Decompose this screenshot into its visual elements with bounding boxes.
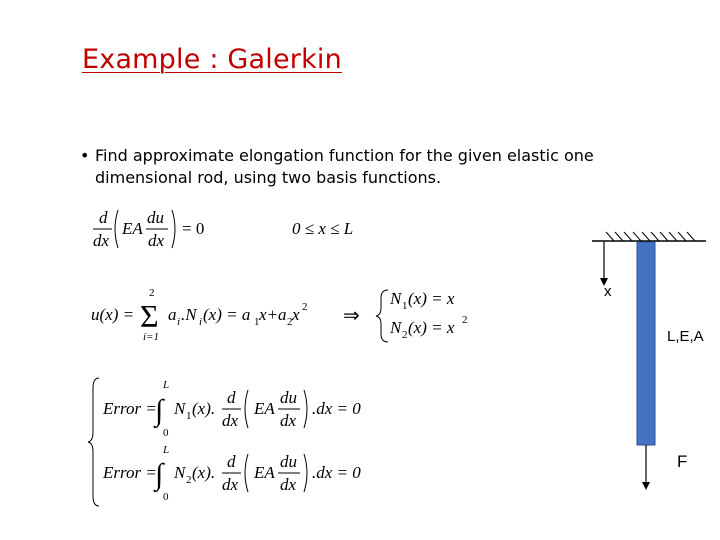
svg-text:2: 2 [462, 314, 468, 326]
svg-text:Σ: Σ [140, 298, 159, 334]
svg-text:L: L [163, 379, 170, 391]
svg-text:2: 2 [186, 474, 192, 486]
svg-text:du: du [147, 208, 164, 227]
svg-text:.dx = 0: .dx = 0 [312, 463, 361, 482]
svg-text:du: du [280, 452, 297, 471]
svg-text:dx: dx [280, 475, 297, 494]
svg-text:2: 2 [149, 287, 155, 299]
svg-text:dx: dx [280, 411, 297, 430]
force-arrowhead-icon [642, 482, 650, 490]
svg-text:N: N [174, 463, 186, 482]
svg-text:∫: ∫ [155, 394, 164, 427]
svg-text:d: d [99, 208, 108, 227]
svg-text:EA: EA [122, 219, 143, 238]
svg-text:du: du [280, 388, 297, 407]
svg-text:x+a: x+a [259, 305, 287, 324]
svg-text:2: 2 [287, 316, 293, 328]
svg-text:0: 0 [163, 427, 169, 439]
svg-text:1: 1 [254, 316, 260, 328]
svg-text:(x).: (x). [192, 463, 216, 482]
svg-text:2: 2 [302, 301, 308, 313]
svg-text:EA: EA [254, 399, 275, 418]
svg-text:dx: dx [148, 231, 165, 250]
svg-text:x: x [292, 305, 300, 324]
svg-text:i=1: i=1 [143, 331, 159, 343]
svg-text:N: N [174, 399, 186, 418]
svg-text:dx: dx [93, 231, 110, 250]
x-axis-label: x [604, 283, 612, 300]
svg-text:⇒: ⇒ [343, 305, 360, 327]
rod-properties-label: L,E,A [667, 328, 704, 345]
svg-text:2: 2 [402, 329, 408, 341]
elastic-rod [637, 242, 655, 445]
svg-text:= 0: = 0 [182, 219, 205, 238]
svg-text:(x).: (x). [192, 399, 216, 418]
svg-text:1: 1 [186, 410, 192, 422]
svg-text:1: 1 [402, 300, 408, 312]
svg-text:(x) = a: (x) = a [203, 305, 251, 324]
svg-text:N: N [390, 289, 402, 308]
svg-text:i: i [199, 316, 203, 328]
svg-text:Error =: Error = [103, 399, 157, 418]
svg-text:a: a [168, 305, 177, 324]
svg-text:∫: ∫ [155, 458, 164, 491]
svg-text:u(x) =: u(x) = [91, 305, 135, 324]
svg-text:(x) = x: (x) = x [408, 318, 455, 337]
svg-text:dx: dx [222, 411, 239, 430]
svg-text:.dx = 0: .dx = 0 [312, 399, 361, 418]
svg-text:Error =: Error = [103, 463, 157, 482]
svg-text:L: L [163, 444, 170, 456]
svg-text:0 ≤ x ≤ L: 0 ≤ x ≤ L [292, 219, 354, 238]
svg-text:d: d [227, 452, 236, 471]
svg-text:d: d [227, 388, 236, 407]
bullet-text: Find approximate elongation function for the given elastic one dimensional rod, using two basis functions. [95, 146, 594, 187]
force-label: F [677, 452, 688, 471]
svg-text:.N: .N [181, 305, 197, 324]
svg-text:i: i [177, 316, 181, 328]
bullet-icon: • [80, 146, 90, 165]
svg-text:0: 0 [163, 491, 169, 503]
support-hatching [606, 232, 695, 241]
svg-text:N: N [390, 318, 402, 337]
svg-text:(x) = x: (x) = x [408, 289, 455, 308]
svg-text:EA: EA [254, 463, 275, 482]
slide-title: Example : Galerkin [82, 44, 342, 75]
svg-text:dx: dx [222, 475, 239, 494]
